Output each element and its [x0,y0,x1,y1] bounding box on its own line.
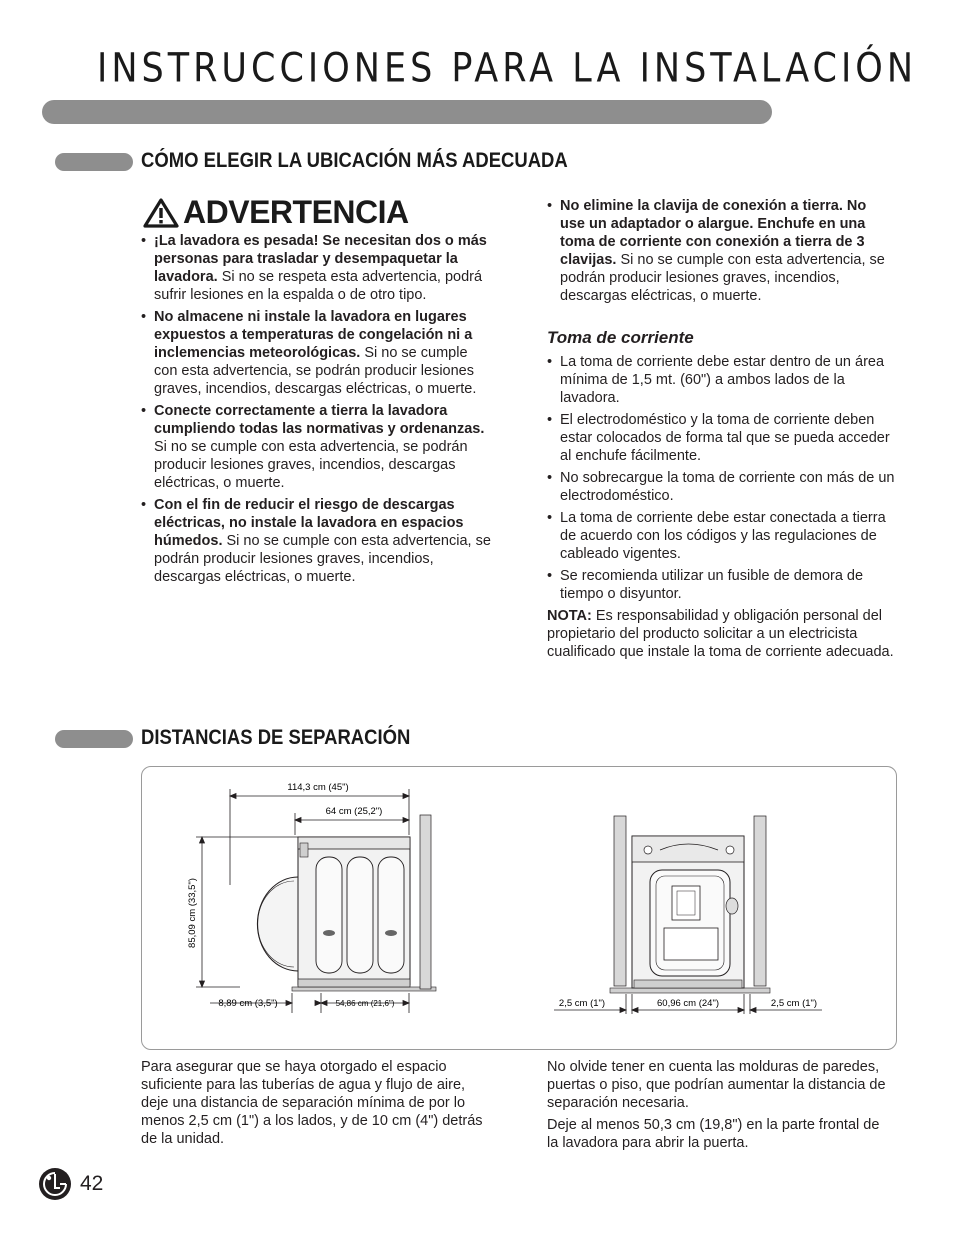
list-item: • La toma de corriente debe estar conectada a tierra de acuerdo con los códigos y las regulaciones de cableado vigentes. [547,509,895,563]
dim-left-gap: 2,5 cm (1") [558,998,606,1009]
bullet-bold: ¡La lavadora es pesada! Se necesitan dos o más personas para trasladar y desempaquetar la lavadora. [154,233,487,285]
list-item: • No sobrecargue la toma de corriente con más de un electrodoméstico. [547,469,895,505]
clearance-paragraph: No olvide tener en cuenta las molduras de paredes, puertas o piso, que podrían aumentar la distancia de separación necesaria. [547,1059,886,1111]
bullet-text: Si no se cumple con esta advertencia, se podrán producir lesiones graves, incendios, descargas eléctricas, o muerte. [154,439,468,491]
side-view-diagram [180,775,450,1035]
list-item [141,402,491,492]
lg-logo-icon [38,1167,72,1201]
list-item: • El electrodoméstico y la toma de corriente deben estar colocados de forma tal que se pueda acceder al enchufe fácilmente. [547,411,895,465]
bullet-bold: No elimine la clavija de conexión a tierra. No use un adaptador o alargue. Enchufe en una toma de corriente con conexión a tierra de 3 clavijas. [560,198,867,268]
page-number: 42 [80,1172,104,1195]
bullet-text: Si no se respeta esta advertencia, podrá sufrir lesiones en la espalda o de otro tipo. [154,269,483,303]
warning-triangle-icon [143,198,179,228]
clearance-text-right [547,1058,892,1156]
title-bar [42,100,772,124]
outlet-note [547,607,895,661]
warning-right-column [547,197,895,661]
dim-right-gap: 2,5 cm (1") [770,998,818,1009]
dim-height: 85,09 cm (33,5") [187,878,198,948]
list-item [141,232,491,304]
list-item [547,197,895,305]
list-item: • Se recomienda utilizar un fusible de demora de tiempo o disyuntor. [547,567,895,603]
note-text: Es responsabilidad y obligación personal del propietario del producto solicitar a un electricista cualificado que instale la toma de corriente adecuada. [547,608,894,660]
list-item [141,308,491,398]
list-item: • La toma de corriente debe estar dentro de un área mínima de 1,5 mt. (60") a ambos lados de la lavadora. [547,353,895,407]
clearance-paragraph: Deje al menos 50,3 cm (19,8") en la parte frontal de la lavadora para abrir la puerta. [547,1117,880,1151]
front-view-diagram [550,810,830,1035]
bullet-text: Si no se cumple con esta advertencia, se podrán producir lesiones graves, incendios, descargas eléctricas, o muerte. [560,252,885,304]
note-label: NOTA: [547,608,592,624]
warning-title: ADVERTENCIA [183,194,409,230]
dim-body-depth: 64 cm (25,2") [325,806,383,817]
bullet-text: Si no se cumple con esta advertencia, se podrán producir lesiones graves, incendios, descargas eléctricas, o muerte. [154,345,477,397]
warning-left-column [141,232,491,590]
dim-rear-gap: 8,89 cm (3,5") [218,998,278,1009]
dim-width: 60,96 cm (24") [657,998,719,1009]
warning-heading [143,194,409,231]
section-pill [55,730,133,748]
section-title-clearance: DISTANCIAS DE SEPARACIÓN [141,726,411,749]
bullet-text: Si no se cumple con esta advertencia, se podrán producir lesiones graves, incendios, descargas eléctricas, o muerte. [154,533,491,585]
clearance-text-left [141,1058,491,1152]
bullet-bold: No almacene ni instale la lavadora en lugares expuestos a temperaturas de congelación ni a inclemencias meteorológicas. [154,309,473,361]
bullet-bold: Conecte correctamente a tierra la lavadora cumpliendo todas las normativas y ordenanzas. [154,403,485,437]
dim-inner-depth: 54,86 cm (21,6") [335,999,395,1008]
list-item [141,496,491,586]
page-title: INSTRUCCIONES PARA LA INSTALACIÓN [97,46,918,92]
bullet-bold: Con el fin de reducir el riesgo de descargas eléctricas, no instale la lavadora en espacios húmedos. [154,497,464,549]
outlet-heading: Toma de corriente [547,328,694,347]
clearance-paragraph: Para asegurar que se haya otorgado el espacio suficiente para las tuberías de agua y flujo de aire, deje una distancia de separación mínima de por lo menos 2,5 cm (1") a los lados, y de 10 cm (4") detrás de la unidad. [141,1059,483,1147]
section-pill [55,153,133,171]
section-title-location: CÓMO ELEGIR LA UBICACIÓN MÁS ADECUADA [141,149,568,172]
dim-total-depth: 114,3 cm (45") [287,782,349,793]
